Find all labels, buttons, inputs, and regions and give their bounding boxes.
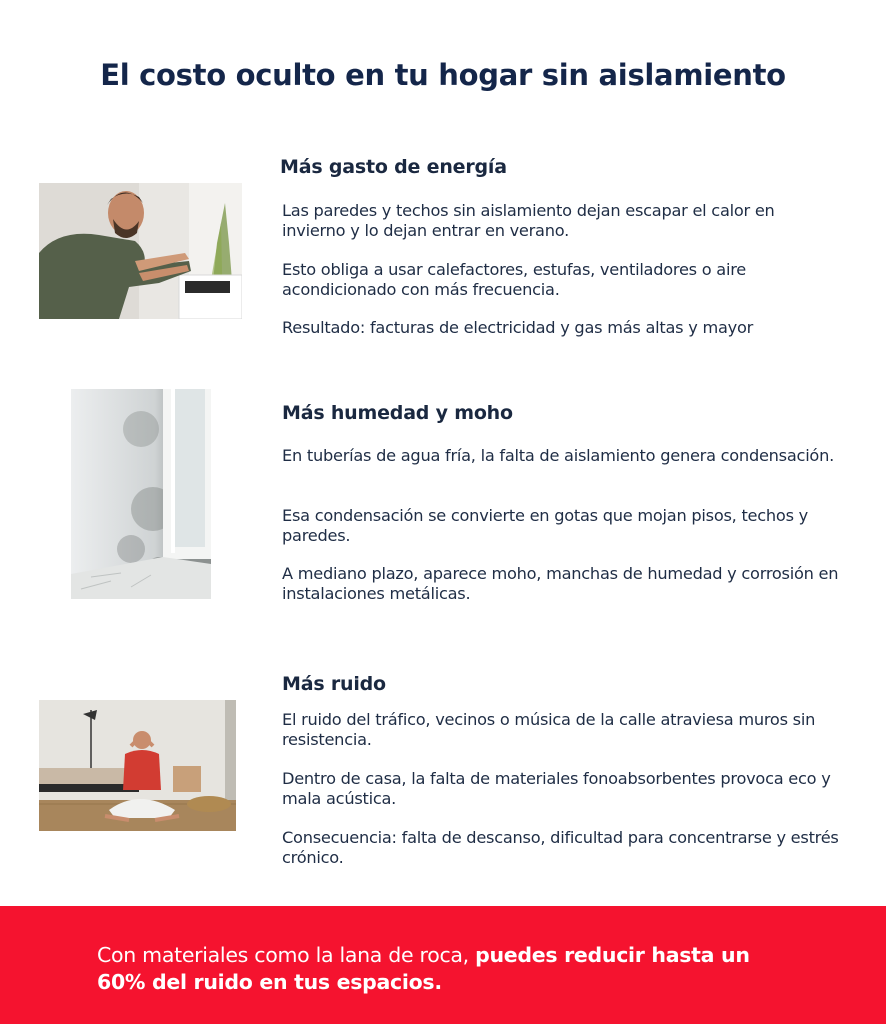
section-heading-humidity: Más humedad y moho bbox=[282, 402, 513, 424]
noise-paragraph-3: Consecuencia: falta de descanso, dificultad para concentrarse y estrés crónico. bbox=[282, 828, 839, 867]
moldy-wall-window-photo bbox=[71, 389, 211, 599]
banner-text bbox=[97, 942, 797, 996]
page-title: El costo oculto en tu hogar sin aislamiento bbox=[100, 58, 786, 92]
humidity-paragraph-1: En tuberías de agua fría, la falta de aislamiento genera condensación. bbox=[282, 446, 834, 465]
banner-text-bold: puedes reducir hasta un 60% del ruido en tus espacios. bbox=[97, 943, 750, 994]
humidity-paragraph-3: A mediano plazo, aparece moho, manchas de humedad y corrosión en instalaciones metálicas. bbox=[282, 564, 839, 603]
energy-paragraph-2: Esto obliga a usar calefactores, estufas, ventiladores o aire acondicionado con más frecuencia. bbox=[282, 260, 746, 299]
energy-paragraph-3: Resultado: facturas de electricidad y gas más altas y mayor bbox=[282, 318, 754, 337]
banner-text-regular: Con materiales como la lana de roca, bbox=[97, 943, 476, 967]
man-covering-ears-photo bbox=[39, 700, 236, 831]
humidity-paragraph-2: Esa condensación se convierte en gotas que mojan pisos, techos y paredes. bbox=[282, 506, 808, 545]
energy-paragraph-1: Las paredes y techos sin aislamiento dejan escapar el calor en invierno y lo dejan entrar en verano. bbox=[282, 201, 775, 240]
man-warming-hands-photo bbox=[39, 183, 242, 319]
section-heading-noise: Más ruido bbox=[282, 673, 386, 695]
noise-paragraph-2: Dentro de casa, la falta de materiales fonoabsorbentes provoca eco y mala acústica. bbox=[282, 769, 831, 808]
section-heading-energy: Más gasto de energía bbox=[280, 156, 507, 178]
noise-paragraph-1: El ruido del tráfico, vecinos o música de la calle atraviesa muros sin resistencia. bbox=[282, 710, 816, 749]
